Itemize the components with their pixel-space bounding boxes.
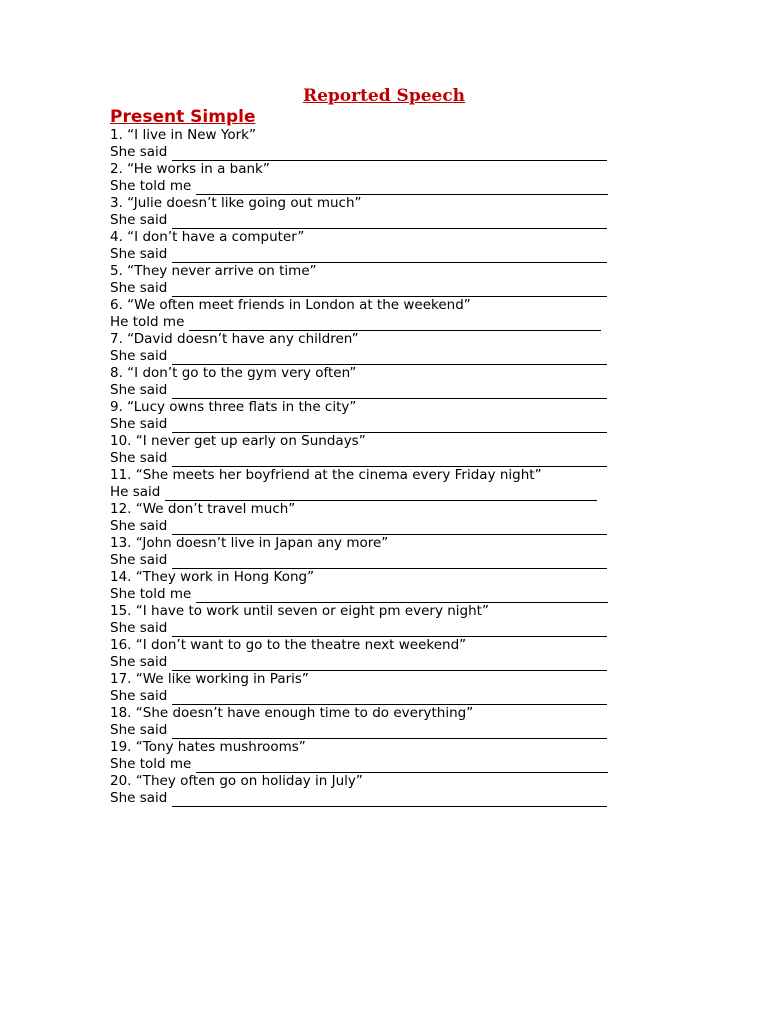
answer-lead: She said [110, 280, 168, 296]
exercise-prompt: 9. “Lucy owns three flats in the city” [110, 399, 357, 415]
exercise-prompt: 17. “We like working in Paris” [110, 671, 309, 687]
answer-lead: She said [110, 722, 168, 738]
exercise-list [110, 127, 650, 807]
worksheet-title: Reported Speech [302, 86, 466, 106]
exercise-prompt: 8. “I don’t go to the gym very often” [110, 365, 357, 381]
answer-blank[interactable] [165, 487, 597, 501]
exercise-item [110, 195, 650, 229]
exercise-prompt: 6. “We often meet friends in London at the weekend” [110, 297, 471, 313]
answer-line [110, 450, 650, 467]
answer-blank[interactable] [172, 453, 607, 467]
answer-blank[interactable] [172, 725, 607, 739]
exercise-item [110, 263, 650, 297]
answer-blank[interactable] [172, 623, 607, 637]
exercise-item [110, 467, 650, 501]
answer-lead: She said [110, 790, 168, 806]
answer-line [110, 348, 650, 365]
section-heading: Present Simple [110, 107, 256, 127]
answer-lead: She said [110, 620, 168, 636]
answer-line [110, 178, 650, 195]
answer-line [110, 484, 650, 501]
answer-lead: She said [110, 212, 168, 228]
exercise-prompt: 10. “I never get up early on Sundays” [110, 433, 366, 449]
exercise-prompt: 13. “John doesn’t live in Japan any more” [110, 535, 389, 551]
answer-line [110, 552, 650, 569]
answer-blank[interactable] [172, 351, 607, 365]
answer-blank[interactable] [172, 385, 607, 399]
answer-line [110, 620, 650, 637]
exercise-item [110, 161, 650, 195]
answer-lead: She said [110, 144, 168, 160]
exercise-prompt: 20. “They often go on holiday in July” [110, 773, 363, 789]
answer-blank[interactable] [172, 249, 607, 263]
exercise-item [110, 331, 650, 365]
exercise-item [110, 297, 650, 331]
exercise-prompt: 18. “She doesn’t have enough time to do everything” [110, 705, 474, 721]
exercise-prompt: 16. “I don’t want to go to the theatre next weekend” [110, 637, 467, 653]
answer-line [110, 586, 650, 603]
exercise-prompt: 4. “I don’t have a computer” [110, 229, 305, 245]
answer-blank[interactable] [172, 555, 607, 569]
answer-line [110, 790, 650, 807]
exercise-item [110, 671, 650, 705]
exercise-item [110, 501, 650, 535]
answer-lead: He said [110, 484, 161, 500]
answer-blank[interactable] [189, 317, 601, 331]
answer-line [110, 722, 650, 739]
answer-line [110, 654, 650, 671]
answer-lead: She told me [110, 586, 192, 602]
answer-lead: She said [110, 246, 168, 262]
answer-lead: She said [110, 688, 168, 704]
answer-blank[interactable] [172, 147, 607, 161]
exercise-item [110, 433, 650, 467]
answer-lead: He told me [110, 314, 185, 330]
exercise-prompt: 5. “They never arrive on time” [110, 263, 317, 279]
answer-lead: She said [110, 348, 168, 364]
exercise-item [110, 535, 650, 569]
answer-line [110, 688, 650, 705]
exercise-item [110, 569, 650, 603]
answer-line [110, 280, 650, 297]
answer-line [110, 314, 650, 331]
answer-lead: She said [110, 416, 168, 432]
answer-blank[interactable] [172, 521, 607, 535]
answer-line [110, 416, 650, 433]
answer-blank[interactable] [196, 589, 608, 603]
exercise-prompt: 11. “She meets her boyfriend at the cinema every Friday night” [110, 467, 542, 483]
exercise-item [110, 127, 650, 161]
answer-blank[interactable] [196, 181, 608, 195]
answer-blank[interactable] [172, 283, 607, 297]
answer-line [110, 382, 650, 399]
answer-lead: She told me [110, 756, 192, 772]
exercise-prompt: 19. “Tony hates mushrooms” [110, 739, 306, 755]
answer-lead: She said [110, 382, 168, 398]
answer-blank[interactable] [172, 793, 607, 807]
answer-line [110, 246, 650, 263]
exercise-prompt: 12. “We don’t travel much” [110, 501, 296, 517]
answer-blank[interactable] [172, 215, 607, 229]
answer-lead: She told me [110, 178, 192, 194]
answer-blank[interactable] [172, 691, 607, 705]
exercise-prompt: 7. “David doesn’t have any children” [110, 331, 359, 347]
exercise-prompt: 3. “Julie doesn’t like going out much” [110, 195, 362, 211]
exercise-item [110, 229, 650, 263]
exercise-prompt: 14. “They work in Hong Kong” [110, 569, 315, 585]
answer-line [110, 144, 650, 161]
answer-line [110, 518, 650, 535]
answer-blank[interactable] [196, 759, 608, 773]
exercise-item [110, 637, 650, 671]
answer-lead: She said [110, 518, 168, 534]
exercise-item [110, 365, 650, 399]
exercise-prompt: 1. “I live in New York” [110, 127, 256, 143]
answer-lead: She said [110, 654, 168, 670]
answer-lead: She said [110, 450, 168, 466]
exercise-prompt: 2. “He works in a bank” [110, 161, 270, 177]
answer-line [110, 756, 650, 773]
answer-lead: She said [110, 552, 168, 568]
answer-line [110, 212, 650, 229]
answer-blank[interactable] [172, 657, 607, 671]
exercise-item [110, 399, 650, 433]
answer-blank[interactable] [172, 419, 607, 433]
exercise-item [110, 705, 650, 739]
exercise-prompt: 15. “I have to work until seven or eight pm every night” [110, 603, 489, 619]
exercise-item [110, 603, 650, 637]
exercise-item [110, 773, 650, 807]
exercise-item [110, 739, 650, 773]
